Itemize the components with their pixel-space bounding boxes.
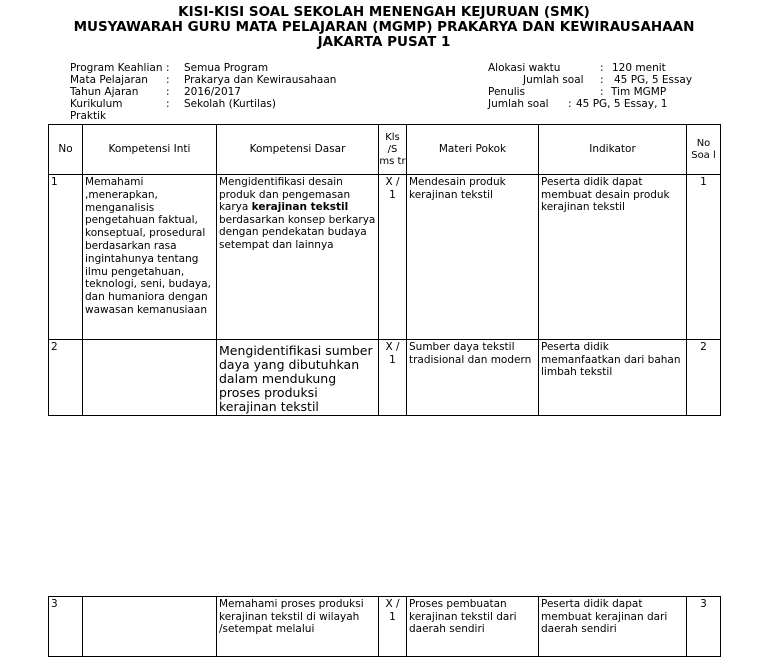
kd-text: Mengidentifikasi desain produk dan pengemasan karya: [219, 176, 351, 213]
cell-materi-pokok: Mendesain produk kerajinan tekstil: [407, 175, 539, 340]
cell-kelas: X / 1: [379, 175, 407, 340]
header-no: No: [49, 125, 83, 175]
cell-kompetensi-inti: [83, 340, 217, 416]
kisi-kisi-table: [48, 124, 721, 416]
info-sep: :: [166, 62, 170, 74]
cell-indikator: Peserta didik dapat membuat kerajinan dari daerah sendiri: [539, 597, 687, 657]
cell-no: 2: [49, 340, 83, 416]
header-kompetensi-dasar: Kompetensi Dasar: [217, 125, 379, 175]
info-label-program: Program Keahlian: [70, 62, 163, 74]
info-label-mapel: Mata Pelajaran: [70, 74, 148, 86]
info-label-kurikulum: Kurikulum: [70, 98, 123, 110]
info-sep: :: [600, 86, 604, 98]
table-row: [49, 597, 721, 657]
cell-kelas: X / 1: [379, 597, 407, 657]
cell-kompetensi-dasar: Mengidentifikasi sumber daya yang dibutuhkan dalam mendukung proses produksi kerajinan tekstil: [217, 340, 379, 416]
info-sep: :: [166, 98, 170, 110]
document-title: KISI-KISI SOAL SEKOLAH MENENGAH KEJURUAN (SMK): [178, 4, 590, 20]
info-value-kurikulum: Sekolah (Kurtilas): [184, 98, 276, 110]
info-extra-praktik: Praktik: [70, 110, 107, 122]
info-value-penulis: Tim MGMP: [611, 86, 667, 98]
cell-kelas: X / 1: [379, 340, 407, 416]
info-value-alokasi: 120 menit: [612, 62, 666, 74]
info-value-jumlah-soal: 45 PG, 5 Essay: [614, 74, 693, 86]
info-sep: :: [600, 62, 604, 74]
info-sep: :: [166, 74, 170, 86]
header-no-soal: No Soa l: [687, 125, 721, 175]
cell-materi-pokok: Proses pembuatan kerajinan tekstil dari daerah sendiri: [407, 597, 539, 657]
cell-kompetensi-dasar: Memahami proses produksi kerajinan tekstil di wilayah /setempat melalui: [217, 597, 379, 657]
document-region: JAKARTA PUSAT 1: [317, 34, 451, 50]
kd-bold-text: kerajinan tekstil: [251, 201, 349, 213]
table-header-row: [49, 125, 721, 175]
info-label-alokasi: Alokasi waktu: [488, 62, 561, 74]
header-materi-pokok: Materi Pokok: [407, 125, 539, 175]
cell-kompetensi-inti: [83, 597, 217, 657]
table-row: [49, 175, 721, 340]
info-sep: :: [600, 74, 604, 86]
info-sep: :: [568, 98, 572, 110]
header-kelas-semester: Kls /S ms tr: [379, 125, 407, 175]
cell-indikator: Peserta didik dapat membuat desain produk kerajinan tekstil: [539, 175, 687, 340]
cell-no-soal: 3: [687, 597, 721, 657]
header-kompetensi-inti: Kompetensi Inti: [83, 125, 217, 175]
info-value-jumlah-soal-2: 45 PG, 5 Essay, 1: [576, 98, 668, 110]
cell-kompetensi-dasar: [217, 175, 379, 340]
info-value-program: Semua Program: [184, 62, 269, 74]
info-value-mapel: Prakarya dan Kewirausahaan: [184, 74, 337, 86]
info-label-tahun: Tahun Ajaran: [70, 86, 139, 98]
info-label-jumlah-soal-2: Jumlah soal: [488, 98, 549, 110]
cell-materi-pokok: Sumber daya tekstil tradisional dan modern: [407, 340, 539, 416]
document-subtitle: MUSYAWARAH GURU MATA PELAJARAN (MGMP) PRAKARYA DAN KEWIRAUSAHAAN: [73, 19, 695, 35]
kisi-kisi-table-continued: [48, 596, 721, 657]
cell-no: 1: [49, 175, 83, 340]
info-label-penulis: Penulis: [488, 86, 526, 98]
info-label-jumlah-soal: Jumlah soal: [523, 74, 584, 86]
cell-no-soal: 2: [687, 340, 721, 416]
cell-indikator: Peserta didik memanfaatkan dari bahan limbah tekstil: [539, 340, 687, 416]
info-value-tahun: 2016/2017: [184, 86, 241, 98]
cell-no-soal: 1: [687, 175, 721, 340]
kd-text-end: berdasarkan konsep berkarya dengan pendekatan budaya setempat dan lainnya: [219, 213, 376, 251]
header-indikator: Indikator: [539, 125, 687, 175]
cell-no: 3: [49, 597, 83, 657]
table-row: [49, 340, 721, 416]
info-sep: :: [166, 86, 170, 98]
cell-kompetensi-inti: Memahami ,menerapkan, menganalisis pengetahuan faktual, konseptual, prosedural berdasarkan rasa ingintahunya tentang ilmu pengetahuan, teknologi, seni, budaya, dan humaniora dengan wawasan kemanusiaan: [83, 175, 217, 340]
